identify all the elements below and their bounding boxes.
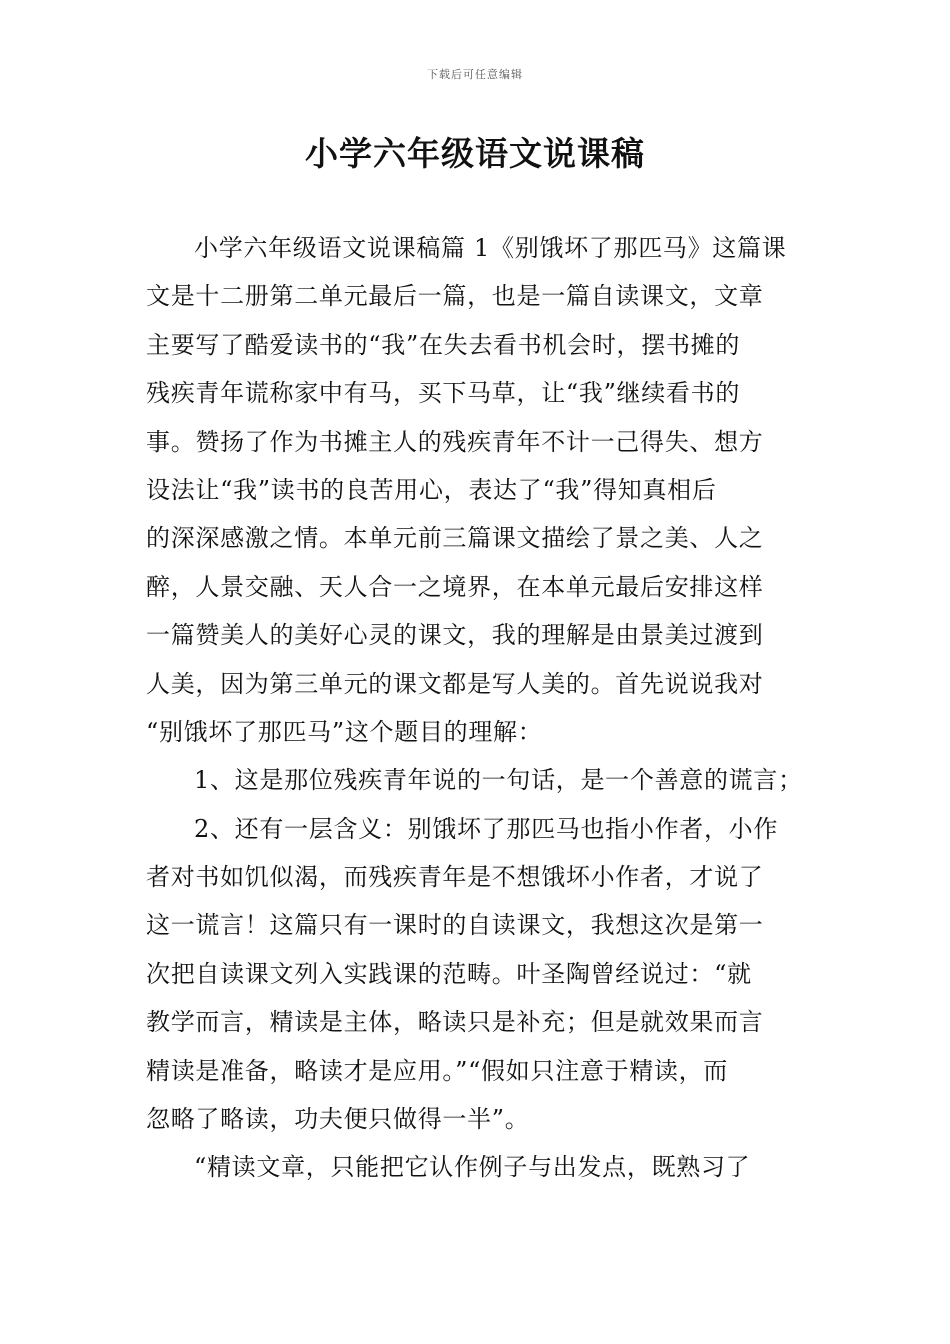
text-line: “精读文章，只能把它认作例子与出发点，既熟习了 <box>194 1153 751 1182</box>
text-line: “别饿坏了那匹马”这个题目的理解： <box>146 717 543 746</box>
text-line: 1、这是那位残疾青年说的一句话，是一个善意的谎言； <box>194 766 803 795</box>
text-line: 残疾青年谎称家中有马，买下马草，让“我”继续看书的 <box>146 379 741 408</box>
document-body <box>146 224 810 1192</box>
text-line: 2、还有一层含义：别饿坏了那匹马也指小作者，小作 <box>194 814 779 843</box>
text-line: 次把自读课文列入实践课的范畴。叶圣陶曾经说过：“就 <box>146 959 752 988</box>
text-line: 的深深感激之情。本单元前三篇课文描绘了景之美、人之 <box>146 524 764 553</box>
text-line: 小学六年级语文说课稿篇 1《别饿坏了那匹马》这篇课 <box>194 234 787 262</box>
text-line: 者对书如饥似渴，而残疾青年是不想饿坏小作者，才说了 <box>146 863 764 892</box>
text-line: 主要写了酷爱读书的“我”在失去看书机会时，摆书摊的 <box>146 330 741 359</box>
text-line: 人美，因为第三单元的课文都是写人美的。首先说说我对 <box>146 669 764 698</box>
text-line: 一篇赞美人的美好心灵的课文，我的理解是由景美过渡到 <box>146 621 764 650</box>
text-line: 设法让“我”读书的良苦用心，表达了“我”得知真相后 <box>146 475 717 504</box>
text-line: 这一谎言！这篇只有一课时的自读课文，我想这次是第一 <box>146 911 764 940</box>
text-line: 醉，人景交融、天人合一之境界，在本单元最后安排这样 <box>146 572 764 601</box>
text-line: 精读是准备，略读才是应用。”“假如只注意于精读，而 <box>146 1056 729 1085</box>
header-note: 下载后可任意编辑 <box>427 68 523 81</box>
text-line: 文是十二册第二单元最后一篇，也是一篇自读课文，文章 <box>146 282 764 311</box>
text-line: 事。赞扬了作为书摊主人的残疾青年不计一己得失、想方 <box>146 427 764 456</box>
text-line: 忽略了略读，功夫便只做得一半”。 <box>146 1105 530 1134</box>
document-title: 小学六年级语文说课稿 <box>305 134 645 173</box>
text-line: 教学而言，精读是主体，略读只是补充；但是就效果而言 <box>146 1008 764 1037</box>
